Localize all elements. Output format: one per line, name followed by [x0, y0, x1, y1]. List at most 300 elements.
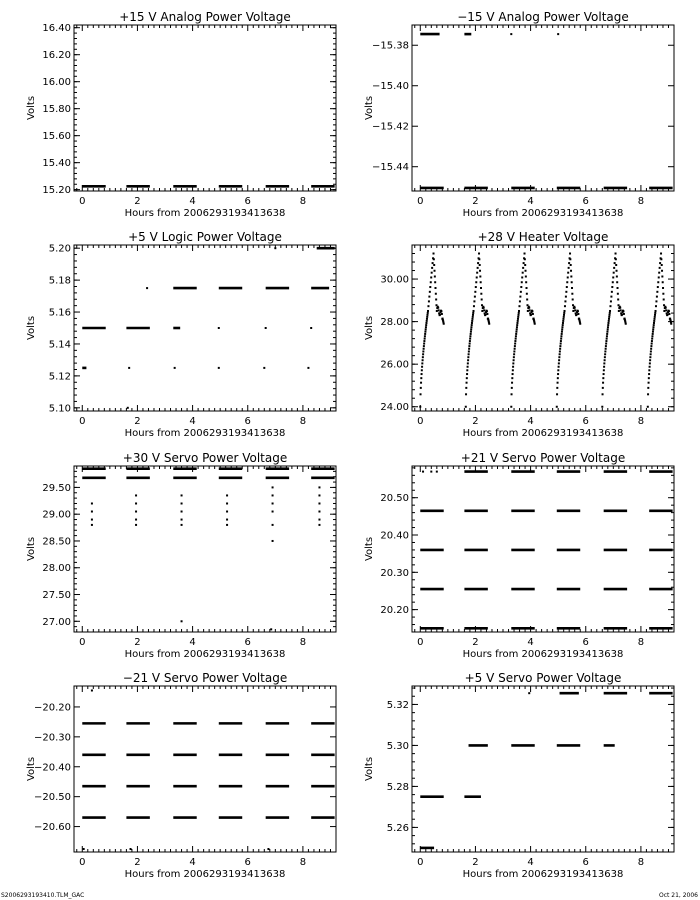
data-point	[652, 331, 654, 333]
data-point	[516, 322, 518, 324]
data-point	[607, 328, 609, 330]
x-tick-label: 6	[582, 416, 589, 427]
data-point	[661, 275, 663, 277]
chart-panel-3	[26, 230, 336, 439]
data-point	[656, 296, 658, 298]
data-point	[467, 366, 469, 368]
data-point	[605, 343, 607, 345]
data-point	[525, 281, 527, 283]
x-tick-label: 8	[637, 196, 645, 207]
data-point	[443, 323, 445, 325]
data-point	[515, 333, 517, 335]
y-tick-label: 5.16	[48, 307, 71, 319]
y-tick-label: 20.40	[380, 530, 409, 542]
data-point	[481, 310, 483, 312]
data-point	[564, 305, 566, 307]
x-tick-label: 0	[417, 416, 424, 427]
y-tick-label: 29.00	[42, 509, 71, 521]
data-point	[434, 275, 436, 277]
data-point	[226, 519, 228, 521]
data-point	[650, 350, 652, 352]
y-tick-label: 16.00	[42, 77, 71, 89]
data-point	[318, 486, 320, 488]
data-point	[267, 848, 269, 850]
data-point	[476, 276, 478, 278]
data-point	[181, 524, 183, 526]
data-point	[470, 326, 472, 328]
data-point	[556, 393, 558, 395]
y-tick-label: 5.26	[386, 822, 409, 834]
y-tick-label: 15.80	[42, 104, 71, 116]
data-point	[218, 327, 220, 329]
data-point	[558, 362, 560, 364]
data-point	[649, 356, 651, 358]
data-point	[603, 369, 605, 371]
data-point	[612, 281, 614, 283]
data-point	[572, 310, 574, 312]
data-point	[420, 387, 422, 389]
data-point	[623, 313, 625, 315]
y-tick-label: 15.60	[42, 131, 71, 143]
data-point	[318, 511, 320, 513]
data-point	[558, 366, 560, 368]
data-point	[423, 345, 425, 347]
data-point	[436, 310, 438, 312]
data-point	[563, 314, 565, 316]
data-point	[425, 324, 427, 326]
data-point	[606, 333, 608, 335]
y-tick-label: 24.00	[380, 402, 409, 414]
data-point	[486, 310, 488, 312]
data-point	[514, 348, 516, 350]
data-point	[657, 281, 659, 283]
data-point	[488, 323, 490, 325]
data-point	[135, 511, 137, 513]
data-point	[426, 320, 428, 322]
data-point	[649, 362, 651, 364]
data-point	[218, 367, 220, 369]
data-point	[532, 313, 534, 315]
data-point	[427, 312, 429, 314]
data-point	[652, 328, 654, 330]
chart-title: −21 V Servo Power Voltage	[122, 671, 288, 685]
y-tick-label: 20.50	[380, 493, 409, 505]
chart-panel-5	[26, 451, 336, 660]
data-point	[434, 270, 436, 272]
data-point	[571, 287, 573, 289]
data-point	[668, 310, 670, 312]
data-point	[226, 494, 228, 496]
data-point	[435, 293, 437, 295]
data-point	[564, 300, 566, 302]
data-point	[468, 345, 470, 347]
data-point	[526, 298, 528, 300]
x-tick-label: 6	[582, 196, 589, 207]
x-axis-label: Hours from 2006293193413638	[124, 869, 286, 880]
data-point	[470, 328, 472, 330]
data-point	[422, 471, 424, 473]
data-point	[663, 298, 665, 300]
data-point	[563, 312, 565, 314]
y-tick-label: 16.40	[42, 23, 71, 35]
x-tick-label: 4	[527, 637, 534, 648]
data-point	[466, 377, 468, 379]
data-point	[564, 310, 566, 312]
y-axis-label: Volts	[364, 536, 375, 562]
y-tick-label: −20.30	[33, 732, 71, 744]
data-point	[561, 326, 563, 328]
x-axis-label: Hours from 2006293193413638	[462, 428, 624, 439]
data-point	[517, 316, 519, 318]
data-point	[651, 343, 653, 345]
plot-frame	[412, 245, 674, 411]
data-point	[226, 511, 228, 513]
data-point	[531, 310, 533, 312]
data-point	[511, 393, 513, 395]
data-point	[560, 340, 562, 342]
data-point	[181, 494, 183, 496]
data-point	[650, 353, 652, 355]
data-point	[613, 267, 615, 269]
y-tick-label: 5.18	[48, 275, 71, 287]
data-point	[618, 310, 620, 312]
data-point	[609, 305, 611, 307]
data-point	[562, 318, 564, 320]
data-point	[517, 320, 519, 322]
data-point	[429, 291, 431, 293]
data-point	[181, 511, 183, 513]
data-point	[662, 293, 664, 295]
data-point	[470, 331, 472, 333]
data-point	[516, 324, 518, 326]
data-point	[570, 275, 572, 277]
data-point	[654, 314, 656, 316]
data-point	[603, 366, 605, 368]
data-point	[431, 272, 433, 274]
data-point	[318, 502, 320, 504]
y-axis-label: Volts	[364, 756, 375, 782]
data-point	[606, 331, 608, 333]
data-point	[421, 369, 423, 371]
y-tick-label: −20.50	[33, 792, 71, 804]
data-point	[512, 362, 514, 364]
y-tick-label: 20.20	[380, 605, 409, 617]
data-point	[466, 382, 468, 384]
x-tick-label: 0	[417, 196, 424, 207]
data-point	[653, 318, 655, 320]
data-point	[425, 322, 427, 324]
data-point	[570, 270, 572, 272]
data-point	[572, 298, 574, 300]
data-point	[655, 305, 657, 307]
chart-panel-6	[364, 451, 674, 660]
y-tick-label: −20.60	[33, 822, 71, 834]
data-point	[559, 353, 561, 355]
data-point	[651, 335, 653, 337]
data-point	[511, 387, 513, 389]
data-point	[430, 471, 432, 473]
data-point	[604, 353, 606, 355]
data-point	[561, 331, 563, 333]
data-point	[477, 267, 479, 269]
data-point	[474, 296, 476, 298]
data-point	[601, 406, 603, 408]
data-point	[654, 312, 656, 314]
chart-panel-7	[26, 671, 336, 880]
data-point	[607, 326, 609, 328]
data-point	[91, 502, 93, 504]
data-point	[473, 305, 475, 307]
data-point	[651, 338, 653, 340]
data-point	[272, 511, 274, 513]
data-point	[565, 291, 567, 293]
data-point	[181, 620, 183, 622]
data-point	[665, 309, 667, 311]
data-point	[439, 314, 441, 316]
data-point	[471, 318, 473, 320]
data-point	[557, 373, 559, 375]
data-point	[611, 286, 613, 288]
data-point	[617, 298, 619, 300]
data-point	[652, 326, 654, 328]
data-point	[274, 247, 276, 249]
data-point	[429, 286, 431, 288]
data-point	[512, 366, 514, 368]
x-tick-label: 6	[244, 637, 251, 648]
data-point	[430, 281, 432, 283]
data-point	[520, 286, 522, 288]
data-point	[567, 276, 569, 278]
y-axis-label: Volts	[26, 95, 37, 121]
data-point	[609, 312, 611, 314]
x-tick-label: 2	[472, 416, 479, 427]
data-point	[272, 502, 274, 504]
data-point	[605, 348, 607, 350]
data-point	[534, 323, 536, 325]
data-point	[433, 253, 435, 255]
data-point	[425, 326, 427, 328]
data-point	[524, 264, 526, 266]
data-point	[557, 377, 559, 379]
data-point	[422, 359, 424, 361]
y-tick-label: 28.50	[42, 536, 71, 548]
data-point	[480, 293, 482, 295]
data-point	[606, 335, 608, 337]
data-point	[270, 628, 272, 630]
data-point	[471, 324, 473, 326]
data-point	[660, 253, 662, 255]
y-tick-label: 15.40	[42, 158, 71, 170]
data-point	[660, 258, 662, 260]
x-tick-label: 0	[79, 196, 86, 207]
x-tick-label: 4	[527, 196, 534, 207]
data-point	[438, 309, 440, 311]
x-tick-label: 2	[134, 196, 141, 207]
data-point	[272, 524, 274, 526]
data-point	[473, 300, 475, 302]
data-point	[657, 286, 659, 288]
data-point	[653, 324, 655, 326]
data-point	[610, 296, 612, 298]
data-point	[135, 494, 137, 496]
data-point	[661, 270, 663, 272]
data-point	[522, 272, 524, 274]
data-point	[419, 406, 421, 408]
data-point	[574, 307, 576, 309]
x-tick-label: 8	[299, 637, 307, 648]
data-point	[525, 270, 527, 272]
data-point	[426, 316, 428, 318]
y-tick-label: 5.32	[386, 699, 409, 711]
data-point	[560, 343, 562, 345]
chart-title: +5 V Servo Power Voltage	[464, 671, 622, 685]
data-point	[616, 281, 618, 283]
data-point	[318, 519, 320, 521]
data-point	[649, 359, 651, 361]
x-tick-label: 8	[299, 196, 307, 207]
x-tick-label: 4	[189, 637, 196, 648]
y-tick-label: 20.30	[380, 567, 409, 579]
data-point	[91, 511, 93, 513]
data-point	[479, 270, 481, 272]
data-point	[472, 312, 474, 314]
data-point	[653, 320, 655, 322]
data-point	[469, 340, 471, 342]
y-tick-label: 5.14	[48, 339, 71, 351]
x-tick-label: 4	[189, 196, 196, 207]
data-point	[135, 502, 137, 504]
x-tick-label: 6	[244, 196, 251, 207]
data-point	[516, 328, 518, 330]
x-tick-label: 0	[79, 857, 86, 868]
data-point	[521, 276, 523, 278]
data-point	[226, 524, 228, 526]
x-axis-label: Hours from 2006293193413638	[462, 649, 624, 660]
data-point	[421, 373, 423, 375]
data-point	[663, 310, 665, 312]
data-point	[524, 258, 526, 260]
data-point	[480, 287, 482, 289]
chart-panel-8	[364, 671, 674, 880]
x-tick-label: 4	[189, 857, 196, 868]
data-point	[577, 313, 579, 315]
data-point	[431, 267, 433, 269]
y-tick-label: 16.20	[42, 50, 71, 62]
data-point	[511, 377, 513, 379]
data-point	[135, 519, 137, 521]
data-point	[514, 343, 516, 345]
data-point	[426, 314, 428, 316]
data-point	[615, 253, 617, 255]
x-tick-label: 6	[244, 416, 251, 427]
data-point	[648, 382, 650, 384]
y-axis-label: Volts	[26, 536, 37, 562]
x-tick-label: 8	[637, 857, 645, 868]
x-tick-label: 6	[244, 857, 251, 868]
data-point	[174, 367, 176, 369]
data-point	[616, 270, 618, 272]
data-point	[480, 281, 482, 283]
data-point	[647, 406, 649, 408]
data-point	[608, 320, 610, 322]
data-point	[615, 264, 617, 266]
data-point	[421, 362, 423, 364]
x-tick-label: 8	[637, 416, 645, 427]
data-point	[430, 276, 432, 278]
x-tick-label: 8	[299, 857, 307, 868]
data-point	[524, 253, 526, 255]
data-point	[427, 310, 429, 312]
data-point	[265, 327, 267, 329]
data-point	[423, 343, 425, 345]
data-point	[615, 258, 617, 260]
y-tick-label: −15.40	[371, 81, 409, 93]
data-point	[465, 387, 467, 389]
data-point	[481, 298, 483, 300]
x-tick-label: 0	[79, 637, 86, 648]
data-point	[423, 340, 425, 342]
chart-title: +15 V Analog Power Voltage	[119, 10, 291, 24]
data-point	[473, 310, 475, 312]
data-point	[606, 338, 608, 340]
data-point	[272, 486, 274, 488]
data-point	[468, 353, 470, 355]
data-point	[659, 262, 661, 264]
data-point	[518, 310, 520, 312]
y-axis-label: Volts	[26, 315, 37, 341]
y-tick-label: −15.44	[371, 162, 409, 174]
data-point	[609, 314, 611, 316]
data-point	[318, 524, 320, 526]
data-point	[647, 393, 649, 395]
x-tick-label: 6	[582, 857, 589, 868]
y-axis-label: Volts	[26, 756, 37, 782]
data-point	[662, 281, 664, 283]
data-point	[603, 373, 605, 375]
data-point	[619, 307, 621, 309]
data-point	[526, 287, 528, 289]
data-point	[467, 362, 469, 364]
data-point	[557, 33, 559, 35]
plot-frame	[74, 25, 336, 191]
data-point	[576, 314, 578, 316]
data-point	[517, 318, 519, 320]
data-point	[604, 356, 606, 358]
x-tick-label: 2	[134, 416, 141, 427]
data-point	[569, 258, 571, 260]
chart-panel-2	[364, 10, 674, 219]
data-point	[558, 359, 560, 361]
data-point	[485, 314, 487, 316]
y-tick-label: 28.00	[42, 563, 71, 575]
x-tick-label: 4	[527, 857, 534, 868]
data-point	[562, 322, 564, 324]
data-point	[650, 348, 652, 350]
y-tick-label: 27.00	[42, 616, 71, 628]
y-axis-label: Volts	[364, 95, 375, 121]
data-point	[662, 287, 664, 289]
data-point	[622, 310, 624, 312]
y-tick-label: 30.00	[380, 274, 409, 286]
data-point	[91, 524, 93, 526]
data-point	[428, 300, 430, 302]
x-tick-label: 0	[79, 416, 86, 427]
data-point	[560, 335, 562, 337]
data-point	[477, 262, 479, 264]
data-point	[616, 275, 618, 277]
chart-title: −15 V Analog Power Voltage	[457, 10, 629, 24]
data-point	[423, 348, 425, 350]
